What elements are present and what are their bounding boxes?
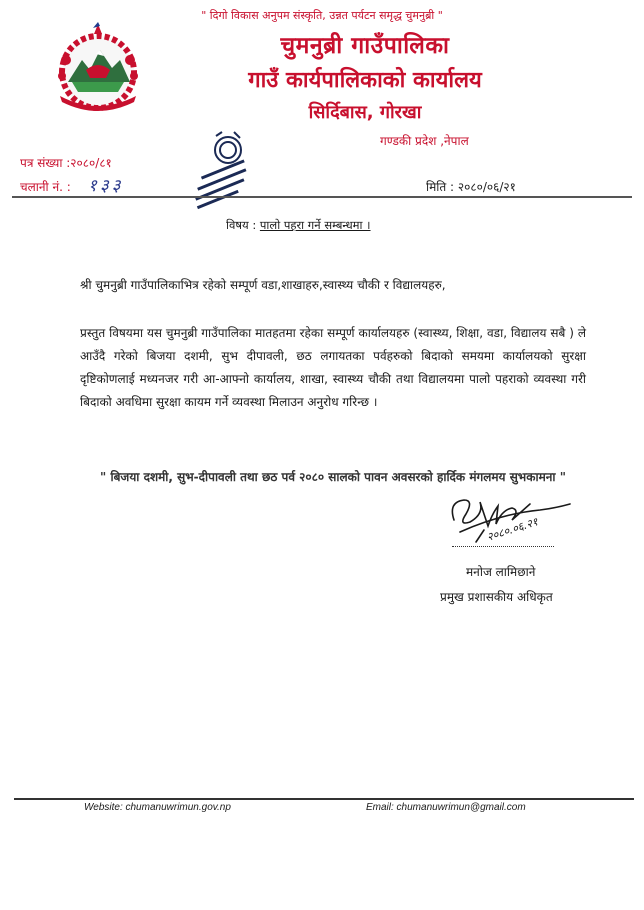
reference-number: पत्र संख्या :२०८०/८१ [20,156,112,170]
subject-label: विषय : [226,218,257,232]
signer-name: मनोज लामिछाने [466,565,536,579]
municipality-name: चुमनुब्री गाउँपालिका [280,33,450,59]
footer-email: Email: chumanuwrimun@gmail.com [366,802,526,813]
footer-website: Website: chumanuwrimun.gov.np [84,802,231,813]
header-divider [12,196,632,198]
office-location: सिर्दिबास, गोरखा [308,102,422,123]
motto-text: " दिगो विकास अनुपम संस्कृति, उन्नत पर्यटन समृद्ध चुमनुब्री " [201,9,443,22]
signature-date: २०८०.०६.२१ [485,515,540,544]
body-paragraph: प्रस्तुत विषयमा यस चुमनुब्री गाउँपालिका मातहतमा रहेका सम्पूर्ण कार्यालयहरु (स्वास्थ्य, शिक्षा, वडा, विद्यालय सबै ) ले आउँदै गरेको बिजया दशमी, सुभ दीपावली, छठ लगायतका पर्वहरुको बिदाको समयमा कार्यालयको सुरक्षा दृष्टिकोणलाई मध्यनजर गरी आ-आफ्नो कार्यालय, शाखा, स्वास्थ्य चौकी तथा विद्यालयमा पालो पहराको व्यवस्था गरी बिदाको अवधिमा सुरक्षा कायम गर्ने व्यवस्था मिलाउन अनुरोध गरिन्छ । [80,326,586,409]
nepal-emblem-icon [38,20,158,120]
province-text: गण्डकी प्रदेश ,नेपाल [380,134,469,148]
office-name: गाउँ कार्यपालिकाको कार्यालय [248,68,482,93]
letter-date: मिति : २०८०/०६/२१ [426,180,516,194]
signature-line [452,542,554,547]
office-stamp-icon [186,130,260,210]
festival-greeting: " बिजया दशमी, सुभ-दीपावली तथा छठ पर्व २०८० सालको पावन अवसरको हार्दिक मंगलमय सुभकामना " [100,470,566,484]
dispatch-label: चलानी नं. : [20,180,71,194]
footer-divider [14,798,634,800]
addressee: श्री चुमनुब्री गाउँपालिकाभित्र रहेको सम्पूर्ण वडा,शाखाहरु,स्वास्थ्य चौकी र विद्यालयहरु, [80,278,446,292]
subject-text: पालो पहरा गर्ने सम्बन्धमा । [259,218,371,232]
signer-designation: प्रमुख प्रशासकीय अधिकृत [440,590,553,604]
subject-line [226,218,371,233]
dispatch-number: १३३ [88,176,124,196]
